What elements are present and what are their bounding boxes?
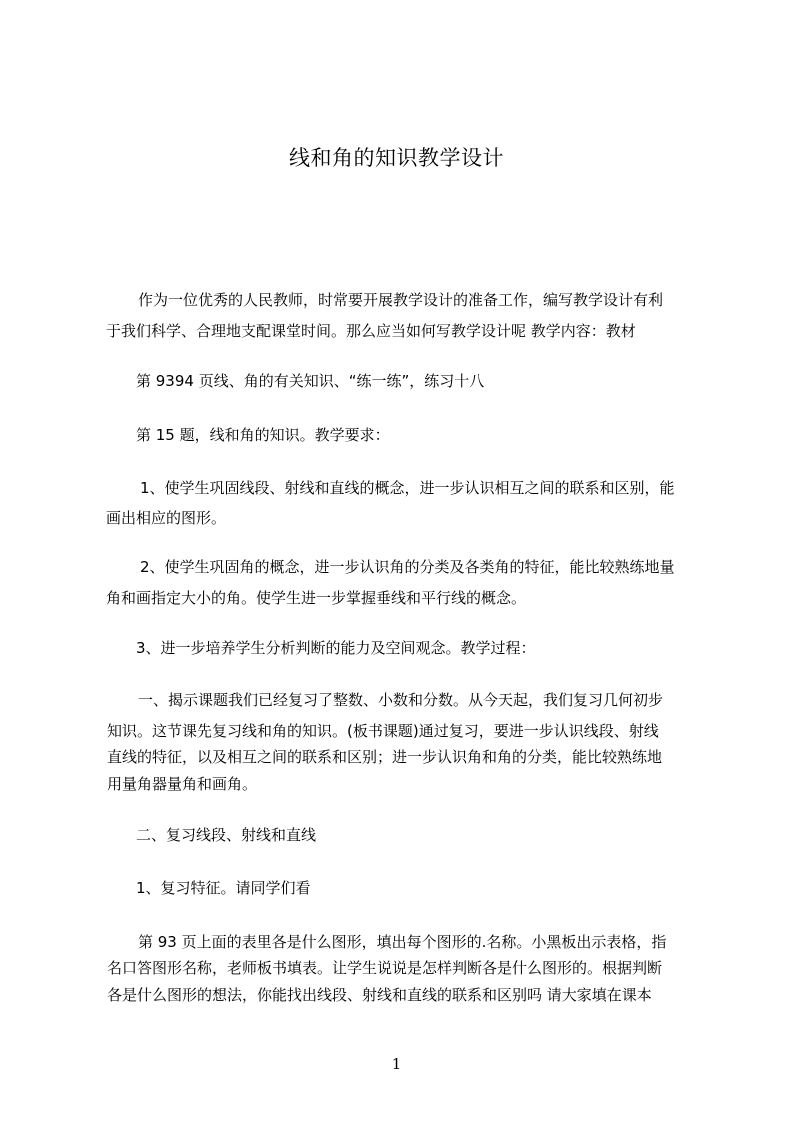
paragraph-line: 3、进一步培养学生分析判断的能力及空间观念。教学过程：	[136, 639, 536, 657]
paragraph-line: 直线的特征，以及相互之间的联系和区别；进一步认识角和角的分类，能比较熟练地	[107, 748, 663, 766]
paragraph-line: 第 93 页上面的表里各是什么图形，填出每个图形的.名称。小黑板出示表格，指	[138, 933, 667, 951]
paragraph-line: 于我们科学、合理地支配课堂时间。那么应当如何写教学设计呢 教学内容：教材	[106, 322, 636, 340]
paragraph-line: 2、使学生巩固角的概念，进一步认识角的分类及各类角的特征，能比较熟练地量	[140, 558, 675, 576]
paragraph-line: 第 9394 页线、角的有关知识、“练一练”，练习十八	[136, 372, 485, 390]
paragraph-line: 各是什么图形的想法，你能找出线段、射线和直线的联系和区别吗 请大家填在课本	[107, 986, 652, 1004]
page-number: 1	[391, 1055, 402, 1073]
paragraph-line: 用量角器量角和画角。	[107, 775, 258, 793]
paragraph-line: 第 15 题，线和角的知识。教学要求：	[136, 426, 390, 444]
paragraph-line: 1、使学生巩固线段、射线和直线的概念，进一步认识相互之间的联系和区别，能	[140, 479, 675, 497]
paragraph-line: 一、揭示课题我们已经复习了整数、小数和分数。从今天起，我们复习几何初步	[138, 691, 664, 709]
paragraph-line: 画出相应的图形。	[106, 509, 227, 527]
paragraph-line: 作为一位优秀的人民教师，时常要开展教学设计的准备工作，编写教学设计有利	[138, 291, 664, 309]
paragraph-line: 知识。这节课先复习线和角的知识。(板书课题)通过复习，要进一步认识线段、射线	[107, 722, 659, 740]
paragraph-line: 名口答图形名称，老师板书填表。让学生说说是怎样判断各是什么图形的。根据判断	[107, 959, 663, 977]
paragraph-line: 角和画指定大小的角。使学生进一步掌握垂线和平行线的概念。	[106, 589, 527, 607]
paragraph-line: 1、复习特征。请同学们看	[136, 879, 311, 897]
paragraph-line: 二、复习线段、射线和直线	[136, 826, 317, 844]
document-title: 线和角的知识教学设计	[289, 146, 504, 170]
